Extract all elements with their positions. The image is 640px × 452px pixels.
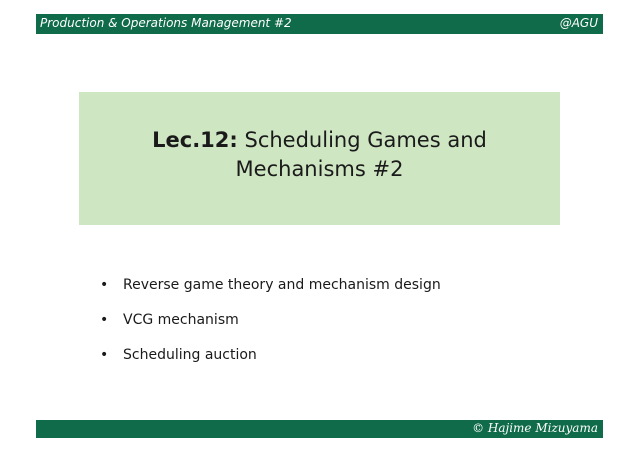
bullet-item [100,311,441,346]
bullet-text: Scheduling auction [123,347,257,363]
bullet-icon: • [100,277,109,293]
header-affiliation: @AGU [559,16,598,30]
bullet-text: Reverse game theory and mechanism design [123,277,441,293]
bullet-item [100,346,441,381]
bullet-icon: • [100,312,109,328]
slide-title [152,126,487,184]
header-bar [36,14,603,34]
title-line-1: Scheduling Games and [244,127,487,152]
bullet-icon: • [100,347,109,363]
title-line-2: Mechanisms #2 [235,156,404,181]
lecture-number: Lec.12: [152,127,238,152]
bullet-text: VCG mechanism [123,312,239,328]
title-box [79,92,560,225]
header-title: Production & Operations Management #2 [40,16,292,30]
bullet-list [100,276,441,381]
footer-copyright: © Hajime Mizuyama [472,421,598,435]
footer-bar [36,420,603,438]
bullet-item [100,276,441,311]
